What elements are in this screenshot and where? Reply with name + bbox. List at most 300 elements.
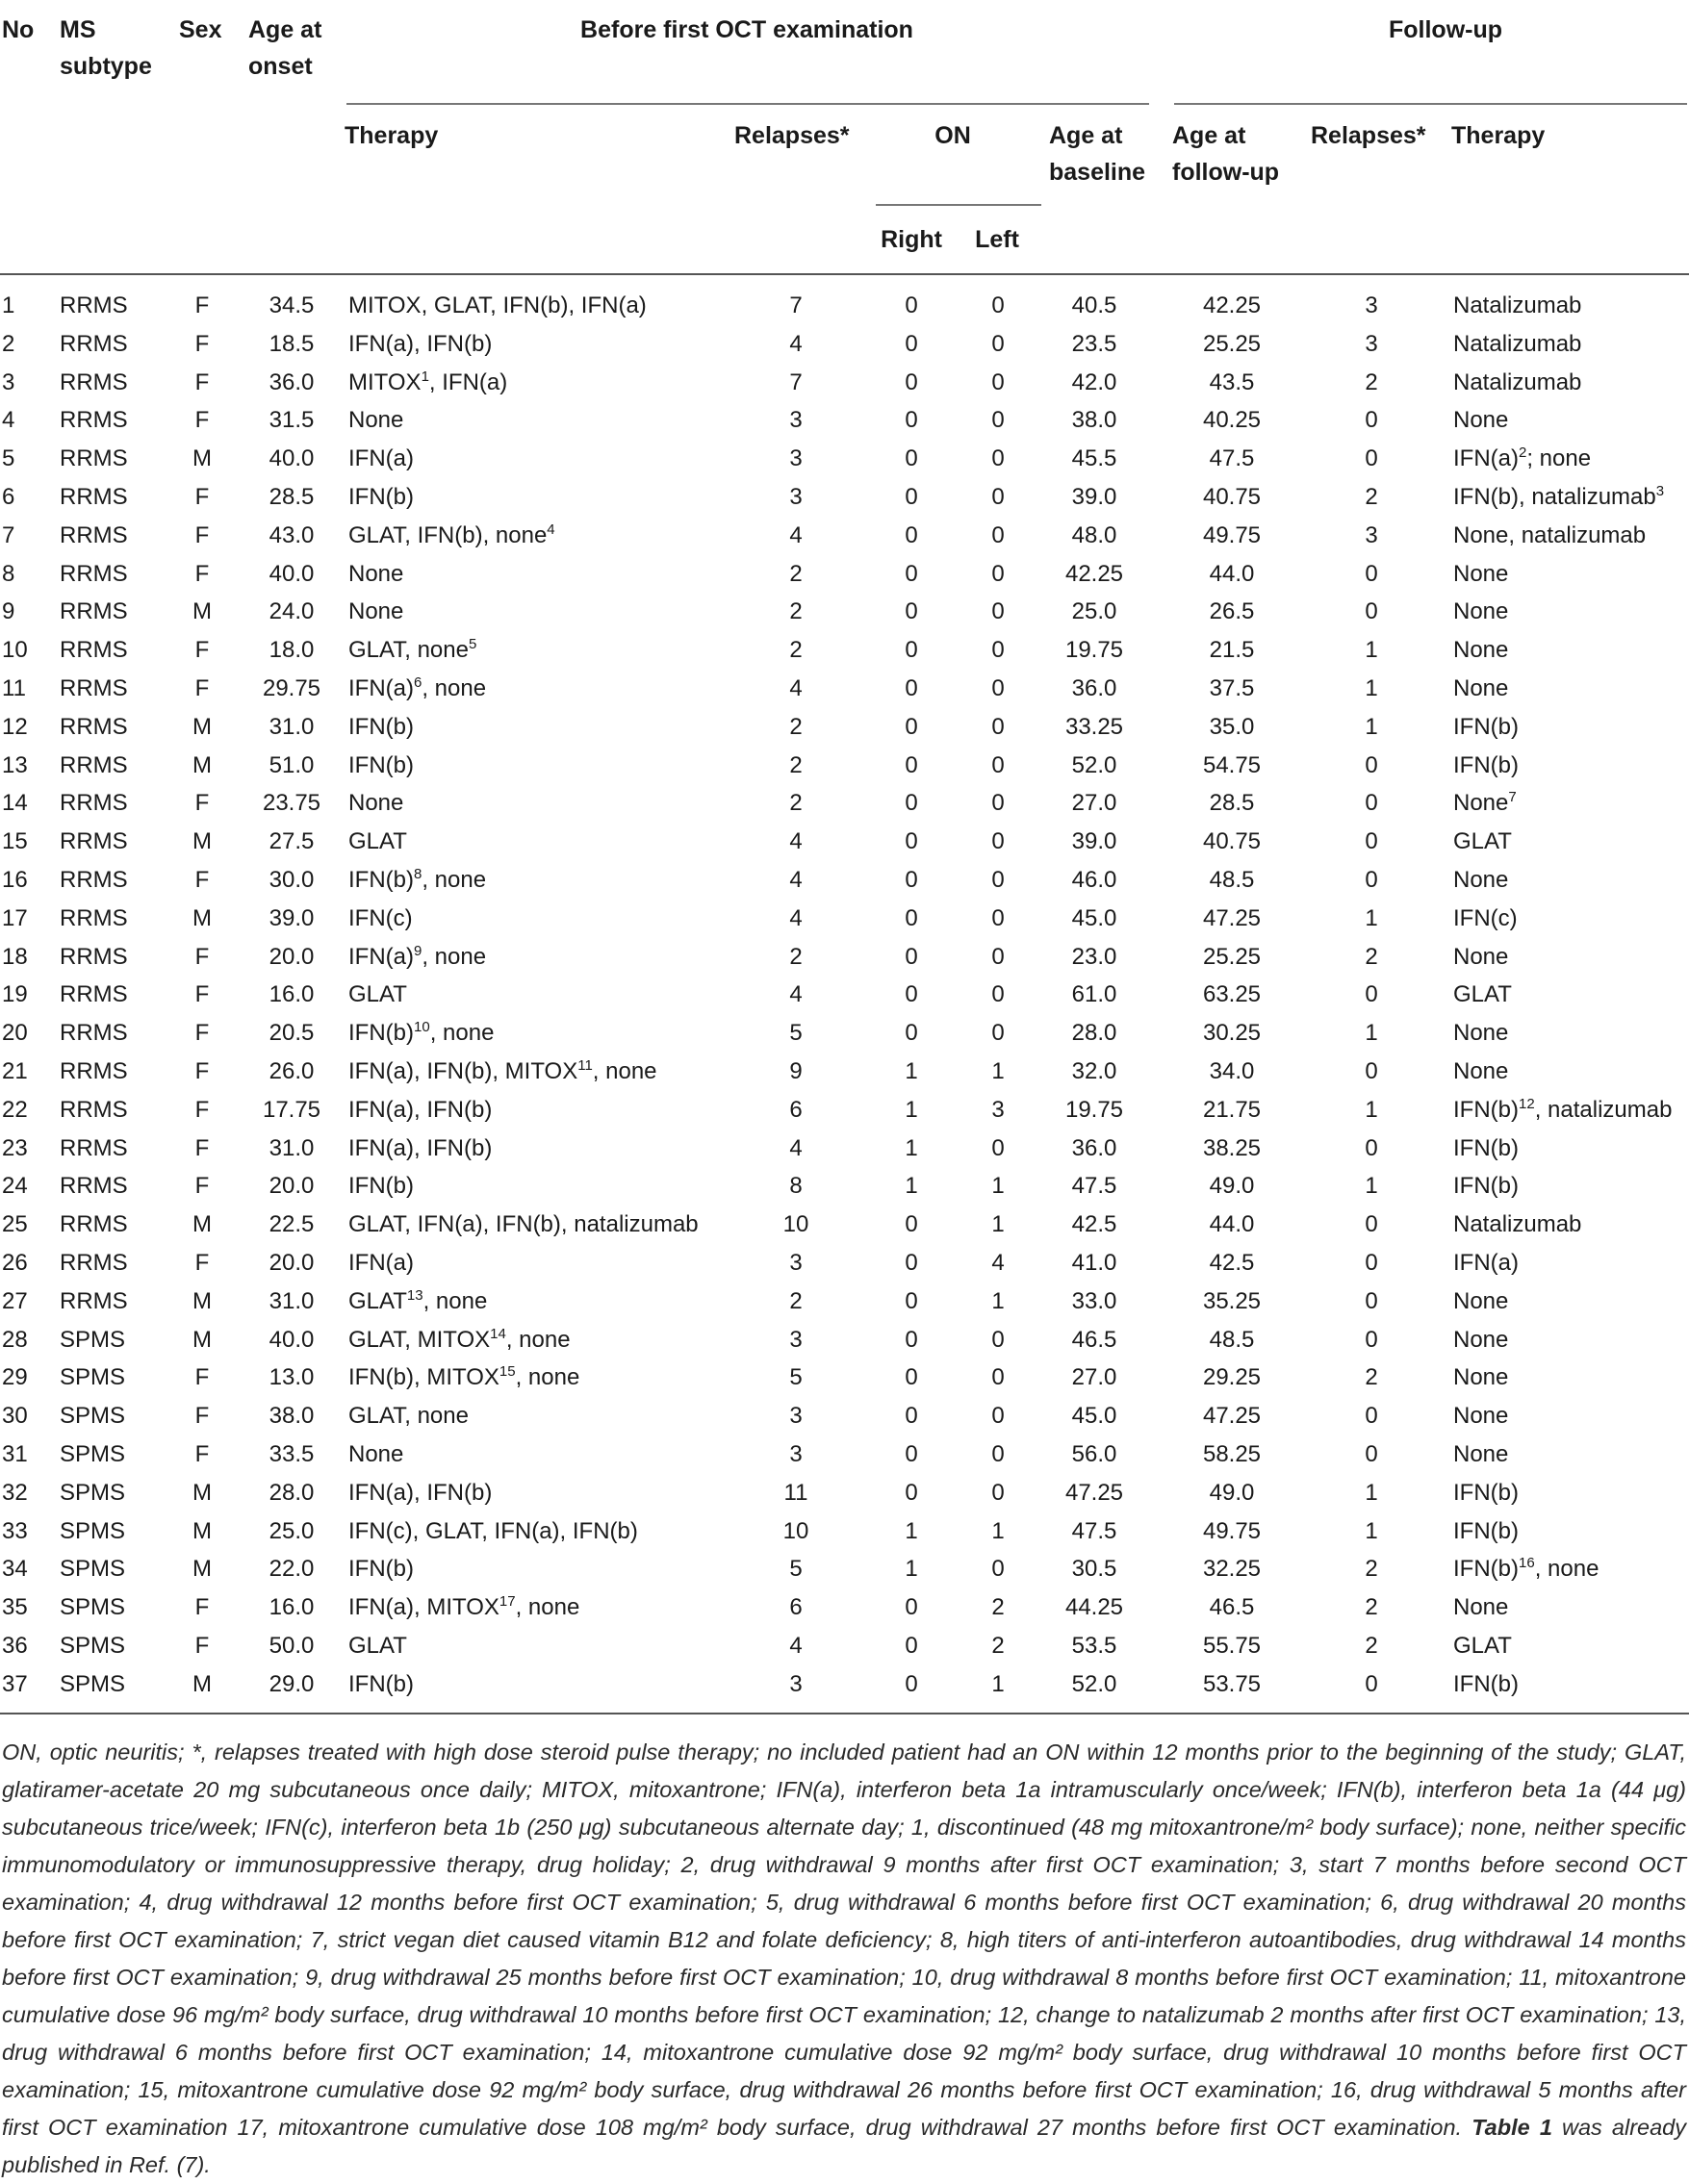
cell-baseline: 53.5 xyxy=(1071,1633,1117,1659)
cell-therapy: None xyxy=(348,407,404,434)
cell-no: 35 xyxy=(2,1594,28,1621)
cell-therapy: IFN(a), IFN(b) xyxy=(348,1479,493,1506)
footnote-marker: 3 xyxy=(1655,483,1665,499)
cell-baseline: 46.5 xyxy=(1071,1326,1117,1353)
cell-therapy: MITOX, GLAT, IFN(b), IFN(a) xyxy=(348,292,647,318)
cell-left: 1 xyxy=(991,1058,1005,1084)
cell-followup: 48.5 xyxy=(1209,867,1255,893)
cell-fu-relapses: 0 xyxy=(1365,828,1378,855)
cell-followup: 38.25 xyxy=(1202,1134,1262,1161)
cell-therapy: IFN(b) xyxy=(348,1670,414,1697)
cell-fu-relapses: 2 xyxy=(1365,1633,1378,1659)
cell-left: 0 xyxy=(991,751,1005,778)
cell-fu-relapses: 2 xyxy=(1365,484,1378,510)
cell-relapses: 4 xyxy=(789,904,803,931)
cell-therapy: None xyxy=(348,598,404,625)
cell-relapses: 10 xyxy=(782,1517,809,1544)
cell-relapses: 4 xyxy=(789,1633,803,1659)
cell-no: 37 xyxy=(2,1670,28,1697)
cell-left: 0 xyxy=(991,368,1005,395)
cell-subtype: SPMS xyxy=(60,1326,126,1353)
cell-fu-therapy: Natalizumab xyxy=(1453,292,1582,318)
cell-sex: F xyxy=(194,867,210,893)
cell-onset: 27.5 xyxy=(269,828,315,855)
cell-relapses: 5 xyxy=(789,1020,803,1047)
cell-followup: 43.5 xyxy=(1209,368,1255,395)
cell-followup: 54.75 xyxy=(1202,751,1262,778)
cell-relapses: 2 xyxy=(789,943,803,970)
cell-subtype: RRMS xyxy=(60,637,128,664)
cell-followup: 30.25 xyxy=(1202,1020,1262,1047)
cell-followup: 26.5 xyxy=(1209,598,1255,625)
cell-left: 0 xyxy=(991,828,1005,855)
cell-fu-relapses: 1 xyxy=(1365,1096,1378,1123)
cell-therapy: IFN(b) xyxy=(348,1556,414,1583)
cell-therapy: MITOX$^1$, IFN(a) xyxy=(348,368,508,395)
cell-fu-therapy: IFN(a) xyxy=(1453,1250,1519,1276)
cell-followup: 34.0 xyxy=(1209,1058,1255,1084)
cell-fu-relapses: 2 xyxy=(1365,1556,1378,1583)
cell-fu-therapy: None xyxy=(1453,675,1509,701)
cell-no: 11 xyxy=(2,675,26,701)
cell-subtype: RRMS xyxy=(60,828,128,855)
cell-no: 19 xyxy=(2,981,28,1008)
cell-sex: F xyxy=(194,1403,210,1430)
footnote-marker: 12 xyxy=(1519,1095,1535,1112)
cell-followup: 49.0 xyxy=(1209,1173,1255,1200)
cell-right: 0 xyxy=(905,943,918,970)
cell-therapy: None xyxy=(348,1441,404,1467)
cell-left: 0 xyxy=(991,904,1005,931)
cell-no: 23 xyxy=(2,1134,28,1161)
cell-baseline: 32.0 xyxy=(1071,1058,1117,1084)
cell-right: 1 xyxy=(905,1058,918,1084)
cell-subtype: SPMS xyxy=(60,1594,126,1621)
cell-relapses: 7 xyxy=(789,292,803,318)
cell-fu-relapses: 1 xyxy=(1365,1020,1378,1047)
cell-fu-relapses: 3 xyxy=(1365,292,1378,318)
cell-sex: F xyxy=(194,1020,210,1047)
cell-sex: F xyxy=(194,484,210,510)
cell-fu-therapy: None xyxy=(1453,1058,1509,1084)
cell-no: 21 xyxy=(2,1058,28,1084)
cell-fu-therapy: None xyxy=(1453,1364,1509,1391)
cell-sex: F xyxy=(194,1134,210,1161)
cell-right: 0 xyxy=(905,1211,918,1238)
cell-onset: 22.5 xyxy=(269,1211,315,1238)
footnote-marker: 10 xyxy=(414,1019,430,1036)
cell-subtype: RRMS xyxy=(60,1134,128,1161)
cell-right: 0 xyxy=(905,1364,918,1391)
cell-therapy: $IFN(a)^9$, none xyxy=(348,942,487,970)
cell-onset: 18.0 xyxy=(269,637,315,664)
cell-relapses: 2 xyxy=(789,751,803,778)
cell-subtype: RRMS xyxy=(60,1173,128,1200)
header-follow-up: Follow-up xyxy=(1388,16,1503,43)
cell-right: 1 xyxy=(905,1134,918,1161)
header-age-at-follow-up: Age at follow-up xyxy=(1172,122,1280,186)
cell-left: 0 xyxy=(991,484,1005,510)
cell-sex: F xyxy=(194,1250,210,1276)
cell-sex: F xyxy=(194,1594,210,1621)
cell-no: 18 xyxy=(2,943,28,970)
header-left: Left xyxy=(975,226,1019,253)
cell-right: 0 xyxy=(905,330,918,357)
cell-relapses: 3 xyxy=(789,1326,803,1353)
cell-therapy: IFN(c), GLAT, IFN(a), IFN(b) xyxy=(348,1517,638,1544)
cell-no: 5 xyxy=(2,445,15,472)
cell-fu-therapy: IFN(b) xyxy=(1453,1173,1519,1200)
cell-followup: 37.5 xyxy=(1209,675,1255,701)
cell-right: 0 xyxy=(905,1403,918,1430)
cell-sex: F xyxy=(194,637,210,664)
cell-right: 0 xyxy=(905,981,918,1008)
footnote-marker: 6 xyxy=(414,674,422,691)
cell-onset: 28.0 xyxy=(269,1479,315,1506)
cell-right: 0 xyxy=(905,598,918,625)
cell-baseline: 48.0 xyxy=(1071,521,1117,548)
cell-onset: 29.0 xyxy=(269,1670,315,1697)
cell-onset: 30.0 xyxy=(269,867,315,893)
cell-sex: F xyxy=(194,407,210,434)
cell-right: 0 xyxy=(905,1250,918,1276)
cell-baseline: 27.0 xyxy=(1071,790,1117,817)
cell-fu-therapy: Natalizumab xyxy=(1453,1211,1582,1238)
cell-right: 0 xyxy=(905,407,918,434)
cell-right: 0 xyxy=(905,484,918,510)
cell-sex: F xyxy=(194,292,210,318)
cell-left: 0 xyxy=(991,790,1005,817)
cell-fu-relapses: 2 xyxy=(1365,1364,1378,1391)
cell-left: 0 xyxy=(991,445,1005,472)
group-rule-before xyxy=(346,103,1149,105)
footnote-marker: 2 xyxy=(1519,444,1527,462)
cell-subtype: RRMS xyxy=(60,445,128,472)
cell-right: 0 xyxy=(905,751,918,778)
cell-no: 3 xyxy=(2,368,15,395)
cell-relapses: 4 xyxy=(789,521,803,548)
cell-baseline: 45.0 xyxy=(1071,1403,1117,1430)
cell-sex: F xyxy=(194,943,210,970)
header-therapy: Therapy xyxy=(345,122,439,149)
cell-baseline: 42.25 xyxy=(1064,560,1124,587)
cell-fu-relapses: 0 xyxy=(1365,1287,1378,1314)
cell-onset: 40.0 xyxy=(269,560,315,587)
cell-no: 9 xyxy=(2,598,15,625)
cell-fu-relapses: 0 xyxy=(1365,1250,1378,1276)
cell-sex: M xyxy=(192,828,212,855)
cell-relapses: 6 xyxy=(789,1096,803,1123)
footnote-table-ref: Table 1 xyxy=(1471,2115,1552,2140)
footnote-tail: was already published in Ref. (7). xyxy=(2,2115,1687,2177)
cell-onset: 20.0 xyxy=(269,1250,315,1276)
cell-therapy: IFN(b) xyxy=(348,751,414,778)
cell-followup: 49.75 xyxy=(1202,1517,1262,1544)
cell-therapy: GLAT, IFN(a), IFN(b), natalizumab xyxy=(348,1211,699,1238)
header-before-first-oct: Before first OCT examination xyxy=(580,16,913,43)
cell-right: 0 xyxy=(905,1441,918,1467)
cell-right: 1 xyxy=(905,1517,918,1544)
cell-followup: 47.25 xyxy=(1202,1403,1262,1430)
cell-right: 0 xyxy=(905,828,918,855)
cell-followup: 28.5 xyxy=(1209,790,1255,817)
cell-right: 0 xyxy=(905,867,918,893)
cell-fu-therapy: IFN(b), natalizumab$^3$ xyxy=(1453,483,1665,510)
cell-no: 1 xyxy=(2,292,15,318)
cell-followup: 40.75 xyxy=(1202,828,1262,855)
cell-fu-therapy: IFN(b) xyxy=(1453,1134,1519,1161)
cell-onset: 17.75 xyxy=(262,1096,321,1123)
header-relapses: Relapses* xyxy=(734,122,850,149)
cell-fu-therapy: IFN(b) xyxy=(1453,1479,1519,1506)
cell-subtype: SPMS xyxy=(60,1364,126,1391)
cell-therapy: GLAT, none xyxy=(348,1403,469,1430)
cell-relapses: 2 xyxy=(789,713,803,740)
cell-sex: M xyxy=(192,904,212,931)
cell-fu-therapy: IFN(b) xyxy=(1453,751,1519,778)
cell-therapy: IFN(a), IFN(b), MITOX$^{11}$, none xyxy=(348,1057,657,1084)
cell-fu-therapy: None xyxy=(1453,1594,1509,1621)
cell-fu-therapy: Natalizumab xyxy=(1453,368,1582,395)
cell-fu-therapy: None$^7$ xyxy=(1453,789,1517,817)
cell-relapses: 3 xyxy=(789,445,803,472)
cell-onset: 18.5 xyxy=(269,330,315,357)
cell-therapy: IFN(a), IFN(b) xyxy=(348,330,493,357)
cell-right: 0 xyxy=(905,1633,918,1659)
cell-followup: 25.25 xyxy=(1202,943,1262,970)
cell-therapy: IFN(a), IFN(b) xyxy=(348,1134,493,1161)
cell-followup: 44.0 xyxy=(1209,560,1255,587)
cell-left: 0 xyxy=(991,1441,1005,1467)
cell-therapy: None xyxy=(348,790,404,817)
cell-therapy: IFN(a), IFN(b) xyxy=(348,1096,493,1123)
footnote-marker: 13 xyxy=(406,1286,423,1304)
cell-relapses: 3 xyxy=(789,1670,803,1697)
cell-fu-therapy: GLAT xyxy=(1453,1633,1512,1659)
cell-onset: 25.0 xyxy=(269,1517,315,1544)
header-fu-relapses: Relapses* xyxy=(1311,122,1426,149)
footnote-marker: 4 xyxy=(547,521,555,538)
cell-followup: 47.5 xyxy=(1209,445,1255,472)
cell-relapses: 11 xyxy=(783,1479,808,1506)
cell-subtype: RRMS xyxy=(60,790,128,817)
cell-onset: 33.5 xyxy=(269,1441,315,1467)
cell-right: 0 xyxy=(905,445,918,472)
cell-relapses: 8 xyxy=(789,1173,803,1200)
cell-subtype: RRMS xyxy=(60,1250,128,1276)
cell-left: 1 xyxy=(991,1211,1005,1238)
cell-left: 3 xyxy=(991,1096,1005,1123)
cell-left: 0 xyxy=(991,292,1005,318)
cell-subtype: SPMS xyxy=(60,1556,126,1583)
cell-fu-relapses: 1 xyxy=(1365,637,1378,664)
cell-fu-therapy: None xyxy=(1453,637,1509,664)
cell-therapy: $IFN(b)^8$, none xyxy=(348,866,487,893)
cell-fu-therapy: None xyxy=(1453,1020,1509,1047)
cell-onset: 23.75 xyxy=(262,790,321,817)
cell-fu-therapy: IFN(c) xyxy=(1453,904,1518,931)
cell-relapses: 3 xyxy=(789,1441,803,1467)
cell-onset: 28.5 xyxy=(269,484,315,510)
cell-sex: F xyxy=(194,981,210,1008)
cell-relapses: 10 xyxy=(782,1211,809,1238)
cell-subtype: SPMS xyxy=(60,1479,126,1506)
cell-right: 0 xyxy=(905,521,918,548)
cell-no: 17 xyxy=(2,904,28,931)
cell-subtype: RRMS xyxy=(60,292,128,318)
cell-onset: 16.0 xyxy=(269,1594,315,1621)
cell-fu-relapses: 3 xyxy=(1365,330,1378,357)
cell-relapses: 3 xyxy=(789,484,803,510)
cell-followup: 25.25 xyxy=(1202,330,1262,357)
cell-no: 7 xyxy=(2,521,15,548)
cell-followup: 48.5 xyxy=(1209,1326,1255,1353)
cell-no: 34 xyxy=(2,1556,28,1583)
cell-relapses: 9 xyxy=(789,1058,803,1084)
cell-no: 30 xyxy=(2,1403,28,1430)
cell-baseline: 25.0 xyxy=(1071,598,1117,625)
cell-onset: 31.5 xyxy=(269,407,315,434)
footnote-marker: 15 xyxy=(499,1363,516,1381)
cell-followup: 35.25 xyxy=(1202,1287,1262,1314)
cell-therapy: IFN(a) xyxy=(348,1250,414,1276)
cell-sex: F xyxy=(194,1364,210,1391)
footnote-text: ON, optic neuritis; *, relapses treated with high dose steroid pulse therapy; no included patient had an ON within 12 months prior to the beginning of the study; GLAT, glatiramer-acetate 20 mg subcutaneous once daily; MITOX, mitoxantrone; IFN(a), interferon beta 1a intramuscularly once/week; IFN(b), interferon beta 1a (44 μg) subcutaneous trice/week; IFN(c), interferon beta 1b (250 μg) subcutaneous alternate day; 1, discontinued (48 mg mitoxantrone/m² body surface); none, neither specific immunomodulatory or immunosuppressive therapy, drug holiday; 2, drug withdrawal 9 months after first OCT examination; 3, start 7 months before second OCT examination; 4, drug withdrawal 12 months before first OCT examination; 5, drug withdrawal 6 months before first OCT examination; 6, drug withdrawal 20 months before first OCT examination; 7, strict vegan diet caused vitamin B12 and folate deficiency; 8, high titers of anti-interferon autoantibodies, drug withdrawal 14 months before first OCT examination; 9, drug withdrawal 25 months before first OCT examination; 10, drug withdrawal 8 months before first OCT examination; 11, mitoxantrone cumulative dose 96 mg/m² body surface, drug withdrawal 10 months before first OCT examination; 12, change to natalizumab 2 months after first OCT examination; 13, drug withdrawal 6 months before first OCT examination; 14, mitoxantrone cumulative dose 92 mg/m² body surface, drug withdrawal 10 months before first OCT examination; 15, mitoxantrone cumulative dose 92 mg/m² body surface, drug withdrawal 26 months before first OCT examination; 16, drug withdrawal 5 months after first OCT examination 17, mitoxantrone cumulative dose 108 mg/m² body surface, drug withdrawal 27 months before first OCT examination. xyxy=(2,1740,1686,2140)
cell-fu-relapses: 1 xyxy=(1365,1479,1378,1506)
cell-sex: F xyxy=(194,368,210,395)
cell-fu-therapy: None, natalizumab xyxy=(1453,521,1647,548)
cell-subtype: RRMS xyxy=(60,407,128,434)
cell-baseline: 45.0 xyxy=(1071,904,1117,931)
cell-baseline: 61.0 xyxy=(1071,981,1117,1008)
cell-subtype: RRMS xyxy=(60,981,128,1008)
cell-baseline: 39.0 xyxy=(1071,828,1117,855)
cell-baseline: 27.0 xyxy=(1071,1364,1117,1391)
cell-fu-relapses: 0 xyxy=(1365,1670,1378,1697)
cell-baseline: 52.0 xyxy=(1071,751,1117,778)
cell-baseline: 19.75 xyxy=(1064,637,1124,664)
cell-right: 0 xyxy=(905,1479,918,1506)
cell-relapses: 2 xyxy=(789,560,803,587)
cell-sex: M xyxy=(192,1326,212,1353)
cell-subtype: RRMS xyxy=(60,1096,128,1123)
cell-fu-relapses: 1 xyxy=(1365,1173,1378,1200)
cell-baseline: 40.5 xyxy=(1071,292,1117,318)
cell-fu-relapses: 0 xyxy=(1365,598,1378,625)
cell-subtype: RRMS xyxy=(60,560,128,587)
cell-fu-relapses: 0 xyxy=(1365,445,1378,472)
cell-subtype: SPMS xyxy=(60,1633,126,1659)
header-bottom-rule xyxy=(0,273,1689,275)
cell-sex: M xyxy=(192,445,212,472)
cell-no: 22 xyxy=(2,1096,28,1123)
cell-fu-relapses: 0 xyxy=(1365,560,1378,587)
cell-sex: M xyxy=(192,751,212,778)
header-ms-subtype: MS subtype xyxy=(60,16,152,80)
cell-fu-relapses: 0 xyxy=(1365,1058,1378,1084)
cell-fu-therapy: Natalizumab xyxy=(1453,330,1582,357)
cell-subtype: SPMS xyxy=(60,1670,126,1697)
cell-left: 0 xyxy=(991,943,1005,970)
cell-therapy: GLAT xyxy=(348,981,407,1008)
cell-left: 0 xyxy=(991,713,1005,740)
cell-subtype: RRMS xyxy=(60,904,128,931)
cell-therapy: GLAT$^{13}$, none xyxy=(348,1286,488,1314)
cell-no: 36 xyxy=(2,1633,28,1659)
cell-baseline: 30.5 xyxy=(1071,1556,1117,1583)
cell-relapses: 4 xyxy=(789,867,803,893)
cell-therapy: IFN(c) xyxy=(348,904,413,931)
cell-no: 16 xyxy=(2,867,28,893)
cell-onset: 20.5 xyxy=(269,1020,315,1047)
cell-therapy: GLAT, IFN(b), none$^4$ xyxy=(348,521,555,548)
cell-fu-relapses: 0 xyxy=(1365,1326,1378,1353)
cell-right: 0 xyxy=(905,713,918,740)
cell-no: 20 xyxy=(2,1020,28,1047)
cell-followup: 21.5 xyxy=(1209,637,1255,664)
cell-fu-relapses: 2 xyxy=(1365,368,1378,395)
cell-fu-relapses: 0 xyxy=(1365,981,1378,1008)
cell-fu-therapy: GLAT xyxy=(1453,828,1512,855)
footnote-marker: 16 xyxy=(1519,1555,1535,1572)
cell-no: 15 xyxy=(2,828,28,855)
cell-baseline: 33.25 xyxy=(1064,713,1124,740)
cell-fu-relapses: 1 xyxy=(1365,675,1378,701)
cell-subtype: RRMS xyxy=(60,1058,128,1084)
cell-fu-therapy: None xyxy=(1453,867,1509,893)
cell-right: 0 xyxy=(905,790,918,817)
cell-fu-therapy: None xyxy=(1453,1441,1509,1467)
cell-therapy: IFN(b) xyxy=(348,1173,414,1200)
header-no: No xyxy=(2,16,35,43)
cell-onset: 40.0 xyxy=(269,1326,315,1353)
cell-fu-relapses: 0 xyxy=(1365,1134,1378,1161)
cell-fu-relapses: 2 xyxy=(1365,1594,1378,1621)
cell-no: 8 xyxy=(2,560,15,587)
cell-followup: 49.75 xyxy=(1202,521,1262,548)
cell-subtype: RRMS xyxy=(60,1211,128,1238)
header-sex: Sex xyxy=(179,16,222,43)
cell-subtype: RRMS xyxy=(60,867,128,893)
cell-fu-relapses: 3 xyxy=(1365,521,1378,548)
cell-left: 0 xyxy=(991,560,1005,587)
cell-baseline: 42.0 xyxy=(1071,368,1117,395)
cell-onset: 43.0 xyxy=(269,521,315,548)
cell-onset: 24.0 xyxy=(269,598,315,625)
cell-relapses: 4 xyxy=(789,828,803,855)
cell-onset: 40.0 xyxy=(269,445,315,472)
cell-followup: 47.25 xyxy=(1202,904,1262,931)
cell-relapses: 5 xyxy=(789,1364,803,1391)
cell-relapses: 2 xyxy=(789,637,803,664)
cell-baseline: 47.5 xyxy=(1071,1173,1117,1200)
cell-followup: 63.25 xyxy=(1202,981,1262,1008)
cell-no: 27 xyxy=(2,1287,28,1314)
cell-no: 31 xyxy=(2,1441,28,1467)
cell-fu-therapy: $IFN(b)^{16}$, none xyxy=(1453,1555,1599,1583)
cell-subtype: SPMS xyxy=(60,1517,126,1544)
cell-fu-relapses: 0 xyxy=(1365,751,1378,778)
cell-sex: M xyxy=(192,1211,212,1238)
cell-therapy: IFN(a) xyxy=(348,445,414,472)
cell-baseline: 46.0 xyxy=(1071,867,1117,893)
cell-right: 0 xyxy=(905,560,918,587)
group-rule-follow-up xyxy=(1174,103,1687,105)
cell-sex: F xyxy=(194,1633,210,1659)
cell-fu-therapy: None xyxy=(1453,1287,1509,1314)
cell-left: 0 xyxy=(991,637,1005,664)
cell-fu-relapses: 0 xyxy=(1365,407,1378,434)
